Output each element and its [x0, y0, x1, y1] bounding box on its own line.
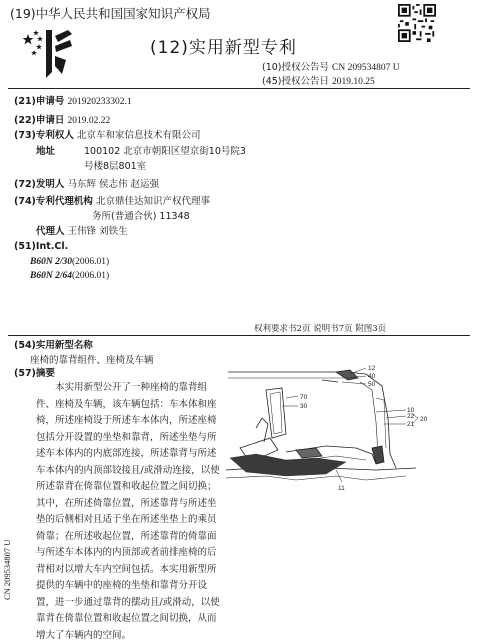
abstract-text: 本实用新型公开了一种座椅的靠背组件、座椅及车辆，该车辆包括：车本体和座椅，所述座椅设于所述车本体内，所述座椅包括分开设置的坐垫和靠背，所述坐垫与所述车本体内的内底部连接，所述靠背与所述车本体内的内顶部铰接且/或滑动连接，以使所述靠背在倚靠位置和收起位置之间切换；其中，在所述倚靠位置，所述靠背与所述坐垫的后侧相对且适于坐在所述坐垫上的乘员倚靠；在所述收起位置，所述靠背的倚靠面与所述车本体内的内顶部或者前排座椅的后背相对以增大车内空间包括。本实用新型所提供的车辆中的座椅的坐垫和靠背分开设置，进一步通过靠背的摆动且/或滑动，以使靠背在倚靠位置和收起位置之间切换，从而增大了车辆内的空间。	[36, 382, 220, 641]
cnipa-emblem-icon	[22, 26, 76, 80]
agent-label: 代理人	[36, 226, 65, 237]
section-divider	[8, 335, 470, 336]
agents	[36, 224, 128, 239]
title-label: (54)实用新型名称	[14, 340, 93, 351]
abstract-label: (57)摘要	[14, 368, 55, 379]
patentee	[14, 128, 200, 143]
pub-number-label: (10)授权公告号	[262, 62, 330, 73]
agency	[14, 194, 210, 209]
figure-label-21: 21	[407, 421, 415, 428]
pub-date-value: 2019.10.25	[332, 77, 375, 87]
app-no-label: (21)申请号	[14, 96, 65, 107]
filing-date	[14, 113, 110, 129]
ipc2-code: B60N 2/64	[30, 271, 72, 281]
figure-label-11: 11	[338, 485, 345, 492]
ipc2-version: (2006.01)	[71, 271, 110, 281]
address-line-2: 号楼8层801室	[84, 161, 147, 172]
publication-date	[262, 73, 375, 87]
figure-label-40: 40	[368, 373, 376, 380]
owner-value: 北京车和家信息技术有限公司	[76, 130, 201, 141]
inventor-names: 马东辉 侯志伟 赵运强	[67, 179, 159, 190]
ipc1-code: B60N 2/30	[30, 257, 72, 267]
figure-label-70: 70	[300, 394, 308, 401]
ipc-label: (51)Int.Cl.	[14, 241, 69, 252]
filing-label: (22)申请日	[14, 115, 65, 126]
qr-code	[398, 4, 436, 42]
vehicle-seat-drawing	[226, 358, 476, 500]
patent-kind-title: (12)实用新型专利	[150, 38, 297, 58]
owner-label: (73)专利权人	[14, 130, 74, 141]
figure-label-50: 50	[368, 381, 376, 388]
ipc1-version: (2006.01)	[71, 257, 110, 267]
inventor-label: (72)发明人	[14, 179, 65, 190]
office-name: (19)中华人民共和国国家知识产权局	[10, 6, 211, 21]
pub-date-label: (45)授权公告日	[262, 76, 330, 87]
side-publication-number: CN 209534807 U	[2, 539, 12, 600]
figure-label-22: 22	[407, 413, 415, 420]
application-number	[14, 94, 132, 110]
filing-value: 2019.02.22	[67, 116, 111, 126]
header-divider	[8, 88, 470, 89]
agency-line-2: 务所(普通合伙) 11348	[92, 211, 190, 222]
ipc-entry-2	[30, 268, 109, 284]
publication-number	[262, 59, 400, 73]
agency-line-1: 北京鼎佳达知识产权代理事	[95, 196, 210, 207]
utility-model-title: 座椅的靠背组件、座椅及车辆	[30, 355, 154, 366]
pub-number-value: CN 209534807 U	[332, 63, 400, 73]
figure-label-10: 10	[407, 407, 415, 414]
inventors	[14, 177, 159, 192]
page-count: 权利要求书2页 说明书7页 附图3页	[254, 324, 387, 334]
abstract-body	[36, 380, 222, 644]
agency-label: (74)专利代理机构	[14, 196, 93, 207]
figure-label-12: 12	[368, 365, 376, 372]
app-no-value: 201920233302.1	[67, 97, 132, 107]
agent-names: 王伟锋 刘铁生	[67, 226, 128, 237]
address-line-1: 100102 北京市朝阳区望京街10号院3	[84, 146, 246, 157]
address-label: 地址	[36, 146, 56, 157]
figure-label-20: 20	[420, 416, 428, 423]
figure-label-30: 30	[300, 403, 308, 410]
